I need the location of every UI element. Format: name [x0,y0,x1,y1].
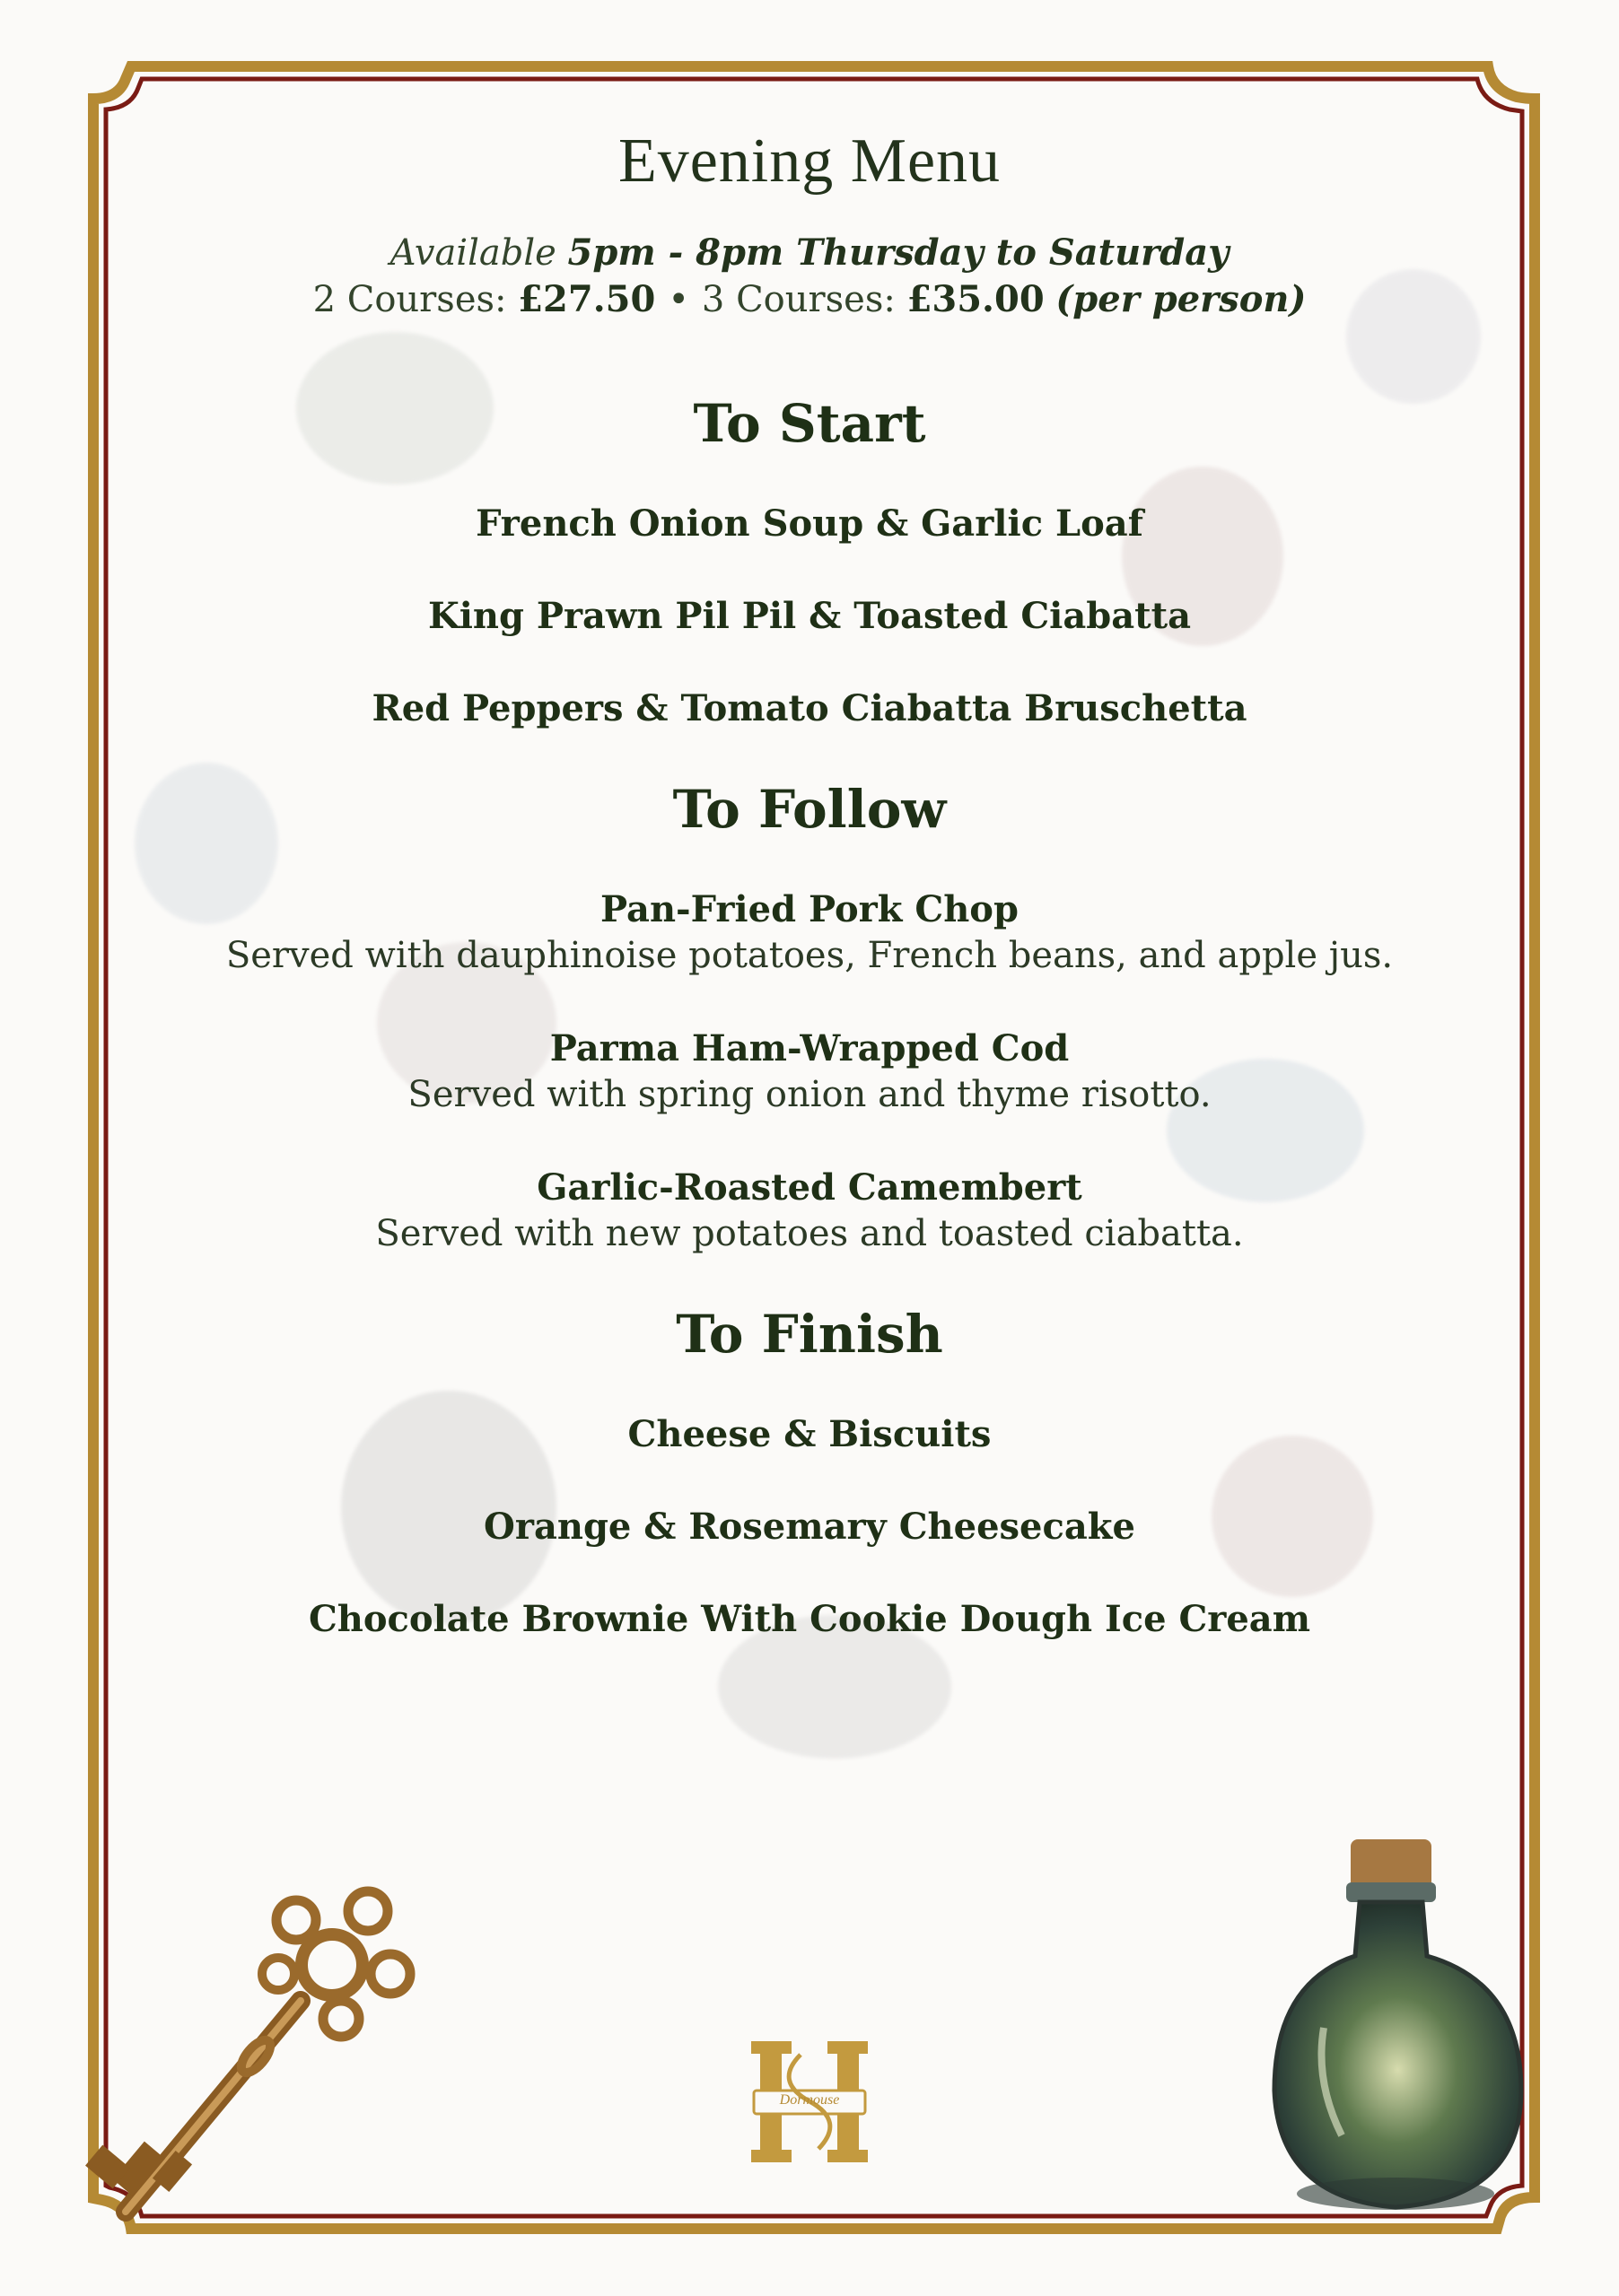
menu-item: Cheese & Biscuits [627,1413,992,1455]
availability-prefix: Available [389,232,556,274]
section-title-to-follow: To Follow [672,779,947,840]
menu-item: Garlic-Roasted Camembert [537,1166,1082,1209]
three-courses-label: 3 Courses: [701,279,896,320]
availability-times: 5pm - 8pm Thursday to Saturday [567,231,1230,274]
price-line [126,278,1493,320]
glass-potion-bottle-icon [1261,1830,1539,2225]
logo-text: Dormouse [779,2092,840,2108]
section-title-to-finish: To Finish [676,1304,943,1365]
price-separator: • [668,279,689,320]
menu-item: French Onion Soup & Garlic Loaf [476,502,1143,545]
menu-item: Pan-Fried Pork Chop [600,888,1019,930]
menu-item: Orange & Rosemary Cheesecake [484,1506,1135,1548]
menu-item: Chocolate Brownie With Cookie Dough Ice Cream [308,1598,1311,1640]
menu-item: Red Peppers & Tomato Ciabatta Bruschetta [372,687,1247,729]
two-courses-label: 2 Courses: [312,279,507,320]
page-title: Evening Menu [617,127,1002,196]
menu-item-description: Served with new potatoes and toasted ciabatta. [375,1213,1244,1254]
ornate-key-icon [72,1857,449,2243]
three-courses-price: £35.00 [906,278,1045,320]
section-title-to-start: To Start [693,393,926,454]
per-person-note: (per person) [1055,278,1307,320]
menu-item: Parma Ham-Wrapped Cod [549,1027,1070,1069]
two-courses-price: £27.50 [518,278,656,320]
menu-item: King Prawn Pil Pil & Toasted Ciabatta [427,595,1192,637]
menu-item-description: Served with dauphinoise potatoes, French beans, and apple jus. [225,935,1394,976]
menu-item-description: Served with spring onion and thyme risotto. [407,1074,1212,1115]
availability-line [126,231,1493,274]
